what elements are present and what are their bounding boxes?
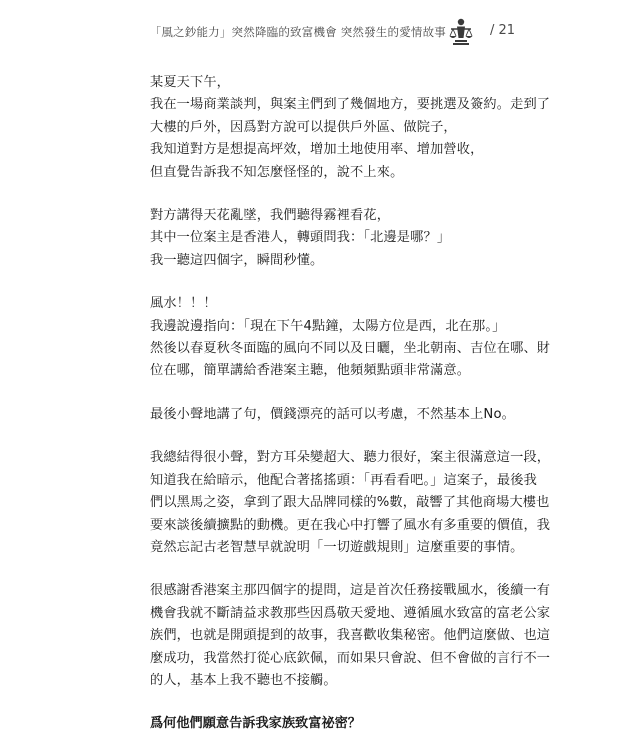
text-line: 我知道對方是想提高坪效，增加土地使用率、增加營收， bbox=[150, 142, 484, 158]
text-line: 位在哪，簡單講給香港案主聽，他頻頻點頭非常滿意。 bbox=[150, 363, 471, 379]
text-line: 麼成功，我當然打從心底欽佩，而如果只會說、但不會做的言行不一 bbox=[150, 650, 551, 666]
text-line: 的人，基本上我不聽也不接觸。 bbox=[150, 672, 337, 688]
text-line: 但直覺告訴我不知怎麼怪怪的，說不上來。 bbox=[150, 164, 404, 180]
text-line: 我在一場商業談判，與案主們到了幾個地方，要挑選及簽約。走到了 bbox=[150, 97, 551, 113]
page-header bbox=[0, 18, 640, 48]
paragraph bbox=[150, 205, 525, 272]
text-line: 然後以春夏秋冬面臨的風向不同以及日曬，坐北朝南、吉位在哪、財 bbox=[150, 341, 551, 357]
text-line: 族們，也就是開頭提到的故事，我喜歡收集秘密。他們這麼做、也這 bbox=[150, 628, 551, 644]
text-line: 某夏天下午， bbox=[150, 75, 231, 90]
text-line: 們以黑馬之姿，拿到了跟大品牌同樣的%數，敲響了其他商場大樓也 bbox=[150, 495, 550, 511]
book-title: 「風之鈔能力」突然降臨的致富機會 突然發生的愛情故事 bbox=[149, 25, 446, 39]
text-line: 知道我在給暗示，他配合著搖搖頭：「再看看吧。」這案子，最後我 bbox=[150, 472, 537, 488]
text-line: 最後小聲地講了句，價錢漂亮的話可以考慮，不然基本上No。 bbox=[150, 406, 516, 422]
paragraph bbox=[150, 580, 551, 692]
page-number: / 21 bbox=[490, 23, 516, 38]
text-line: 竟然忘記古老智慧早就說明「一切遊戲規則」這麼重要的事情。 bbox=[150, 539, 524, 555]
paragraph bbox=[150, 404, 525, 426]
text-line: 其中一位案主是香港人，轉頭問我：「北邊是哪？」 bbox=[150, 230, 451, 246]
text-line: 我一聽這四個字，瞬間秒懂。 bbox=[150, 252, 324, 268]
text-line: 機會我就不斷請益求教那些因爲敬天愛地、遵循風水致富的富老公家 bbox=[150, 605, 551, 621]
text-line: 對方講得天花亂墜，我們聽得霧裡看花， bbox=[150, 208, 391, 224]
text-line: 要來談後續擴點的動機。更在我心中打響了風水有多重要的價值，我 bbox=[150, 517, 551, 533]
text-line: 大樓的戶外，因爲對方說可以提供戶外區、做院子， bbox=[150, 119, 457, 135]
text-line: 我邊說邊指向：「現在下午4點鐘，太陽方位是西，北在那。」 bbox=[150, 318, 506, 334]
section-heading: 爲何他們願意告訴我家族致富祕密？ bbox=[150, 716, 361, 732]
text-line: 我總結得很小聲，對方耳朵變超大、聽力很好，案主很滿意這一段， bbox=[150, 450, 551, 466]
paragraph bbox=[150, 447, 551, 559]
text-line: 風水！！！ bbox=[150, 296, 217, 312]
paragraph bbox=[150, 72, 551, 184]
article-body bbox=[150, 72, 551, 735]
paragraph bbox=[150, 293, 551, 383]
balance-scale-figure-icon bbox=[448, 18, 474, 46]
text-line: 很感謝香港案主那四個字的提問，這是首次任務接戰風水，後續一有 bbox=[150, 583, 551, 599]
